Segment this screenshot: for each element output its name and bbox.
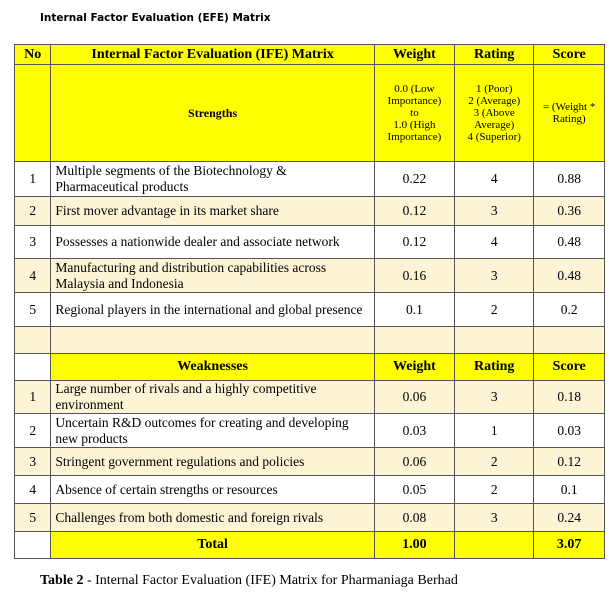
row-rating: 1 [455,414,534,448]
weight-scale [374,65,454,162]
weakness-row [15,504,605,532]
row-rating: 3 [455,197,534,226]
spacer-cell [534,327,605,354]
row-number: 3 [15,448,51,476]
row-description: Challenges from both domestic and foreign rivals [51,504,374,532]
spacer-cell [374,327,454,354]
row-number: 5 [15,504,51,532]
row-weight: 0.06 [374,448,454,476]
caption-label: Table 2 [40,573,84,588]
spacer-cell [51,327,374,354]
strength-row [15,197,605,226]
row-description: First mover advantage in its market share [51,197,374,226]
row-description: Regional players in the international and global presence [51,293,374,327]
row-weight: 0.08 [374,504,454,532]
total-label: Total [51,532,374,559]
total-no-cell [15,532,51,559]
row-rating: 4 [455,162,534,197]
document-title: Internal Factor Evaluation (EFE) Matrix [40,12,271,24]
table-caption [40,573,458,589]
total-weight: 1.00 [374,532,454,559]
row-score: 0.12 [534,448,605,476]
weakness-row [15,381,605,414]
weakness-header-no-cell [15,354,51,381]
table-header-row [15,45,605,65]
row-number: 2 [15,197,51,226]
weight-scale-line: 0.0 (Low [394,83,435,95]
row-weight: 0.12 [374,226,454,259]
rating-scale-line: 3 (Above [473,107,515,119]
row-number: 1 [15,162,51,197]
row-weight: 0.1 [374,293,454,327]
rating-scale [455,65,534,162]
weakness-row [15,476,605,504]
strength-row [15,162,605,197]
row-rating: 3 [455,381,534,414]
row-description: Multiple segments of the Biotechnology & Pharmaceutical products [51,162,374,197]
row-description: Manufacturing and distribution capabilities across Malaysia and Indonesia [51,259,374,293]
strength-row [15,226,605,259]
row-description: Possesses a nationwide dealer and associate network [51,226,374,259]
row-weight: 0.06 [374,381,454,414]
header-score: Score [534,45,605,65]
weight-scale-line: Importance) [387,95,442,107]
row-score: 0.48 [534,259,605,293]
score-formula [534,65,605,162]
spacer-row [15,327,605,354]
row-score: 0.03 [534,414,605,448]
row-score: 0.48 [534,226,605,259]
row-number: 1 [15,381,51,414]
header-title: Internal Factor Evaluation (IFE) Matrix [51,45,374,65]
strength-row [15,259,605,293]
row-description: Stringent government regulations and policies [51,448,374,476]
weakness-header-rating: Rating [455,354,534,381]
row-rating: 3 [455,504,534,532]
row-number: 5 [15,293,51,327]
row-number: 3 [15,226,51,259]
rating-scale-line: 1 (Poor) [476,83,513,95]
weaknesses-label: Weaknesses [51,354,374,381]
row-number: 2 [15,414,51,448]
row-weight: 0.16 [374,259,454,293]
subheader-no-cell [15,65,51,162]
row-rating: 3 [455,259,534,293]
row-rating: 4 [455,226,534,259]
row-score: 0.88 [534,162,605,197]
rating-scale-line: Average) [474,119,515,131]
weaknesses-header-row [15,354,605,381]
score-scale-line: Rating) [552,113,586,125]
row-number: 4 [15,259,51,293]
row-weight: 0.03 [374,414,454,448]
caption-text: - Internal Factor Evaluation (IFE) Matrix for Pharmaniaga Berhad [83,573,458,588]
row-weight: 0.22 [374,162,454,197]
row-rating: 2 [455,448,534,476]
strengths-label: Strengths [51,65,374,162]
header-weight: Weight [374,45,454,65]
weakness-row [15,448,605,476]
row-rating: 2 [455,476,534,504]
row-score: 0.1 [534,476,605,504]
weakness-header-score: Score [534,354,605,381]
weakness-header-weight: Weight [374,354,454,381]
row-rating: 2 [455,293,534,327]
row-description: Absence of certain strengths or resources [51,476,374,504]
row-number: 4 [15,476,51,504]
weakness-row [15,414,605,448]
rating-scale-line: 2 (Average) [468,95,521,107]
header-rating: Rating [455,45,534,65]
spacer-cell [15,327,51,354]
row-weight: 0.05 [374,476,454,504]
row-score: 0.24 [534,504,605,532]
row-score: 0.2 [534,293,605,327]
row-description: Large number of rivals and a highly competitive environment [51,381,374,414]
weight-scale-line: to [410,107,419,119]
row-description: Uncertain R&D outcomes for creating and developing new products [51,414,374,448]
weight-scale-line: Importance) [387,131,442,143]
total-score: 3.07 [534,532,605,559]
row-score: 0.36 [534,197,605,226]
score-scale-line: = (Weight * [542,101,596,113]
rating-scale-line: 4 (Superior) [467,131,521,143]
ife-matrix-table [14,44,605,559]
total-rating-cell [455,532,534,559]
total-row [15,532,605,559]
weight-scale-line: 1.0 (High [393,119,436,131]
strengths-subheader-row [15,65,605,162]
spacer-cell [455,327,534,354]
row-score: 0.18 [534,381,605,414]
row-weight: 0.12 [374,197,454,226]
header-no: No [15,45,51,65]
strength-row [15,293,605,327]
